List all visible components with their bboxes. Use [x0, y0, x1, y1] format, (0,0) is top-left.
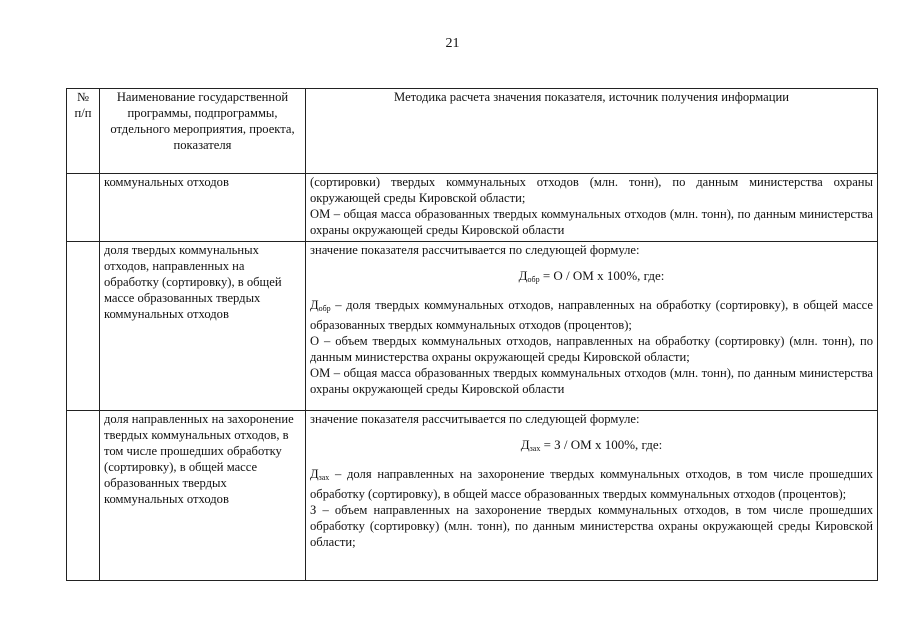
indicator-name: доля твердых коммунальных отходов, направленных на обработку (сортировку), в общей массе образованных твердых коммунальных отходов [100, 242, 306, 411]
page-number: 21 [445, 36, 460, 51]
header-name: Наименование государственной программы, подпрограммы, отдельного мероприятия, проекта, показателя [100, 89, 306, 174]
formula-definition: $Д_{зах}$ – доля направленных на захоронение твердых коммунальных отходов, в том числе прошедших обработку (сортировку), в общей массе образованных твердых коммунальных отходов (процентов); [310, 467, 873, 501]
formula: $Д_{обр} = О$ / ОМ х 100%, где: [518, 268, 665, 284]
row-num [67, 174, 100, 242]
method-line: (сортировки) твердых коммунальных отходов (млн. тонн), по данным министерства охраны окружающей среды Кировской области; [310, 175, 873, 205]
header-num: № п/п [67, 89, 100, 174]
method-intro: значение показателя рассчитывается по следующей формуле: [310, 243, 640, 257]
formula: $Д_{зах} = З$ / ОМ х 100%, где: [520, 437, 663, 453]
header-method: Методика расчета значения показателя, источник получения информации [306, 89, 878, 174]
table-row [67, 411, 878, 581]
indicator-name: коммунальных отходов [100, 174, 306, 242]
method-text [306, 174, 878, 242]
method-text [306, 411, 878, 581]
row-num [67, 411, 100, 581]
method-line: ОМ – общая масса образованных твердых коммунальных отходов (млн. тонн), по данным министерства охраны окружающей среды Кировской области [310, 207, 873, 237]
method-line: О – объем твердых коммунальных отходов, направленных на обработку (сортировку) (млн. тонн), по данным министерства охраны окружающей среды Кировской области; [310, 334, 873, 364]
method-intro: значение показателя рассчитывается по следующей формуле: [310, 412, 640, 426]
method-line: З – объем направленных на захоронение твердых коммунальных отходов, в том числе прошедших обработку (сортировку) (млн. тонн), по данным министерства охраны окружающей среды Кировской области; [310, 503, 873, 549]
table-header-row [67, 89, 878, 174]
table-row [67, 242, 878, 411]
method-text [306, 242, 878, 411]
formula-definition: $Д_{обр}$ – доля твердых коммунальных отходов, направленных на обработку (сортировку), в общей массе образованных твердых коммунальных отходов (процентов); [310, 298, 873, 332]
indicator-table [66, 88, 878, 581]
method-line: ОМ – общая масса образованных твердых коммунальных отходов (млн. тонн), по данным министерства охраны окружающей среды Кировской области [310, 366, 873, 396]
row-num [67, 242, 100, 411]
table-row [67, 174, 878, 242]
indicator-name: доля направленных на захоронение твердых коммунальных отходов, в том числе прошедших обработку (сортировку), в общей массе образованных твердых коммунальных отходов [100, 411, 306, 581]
